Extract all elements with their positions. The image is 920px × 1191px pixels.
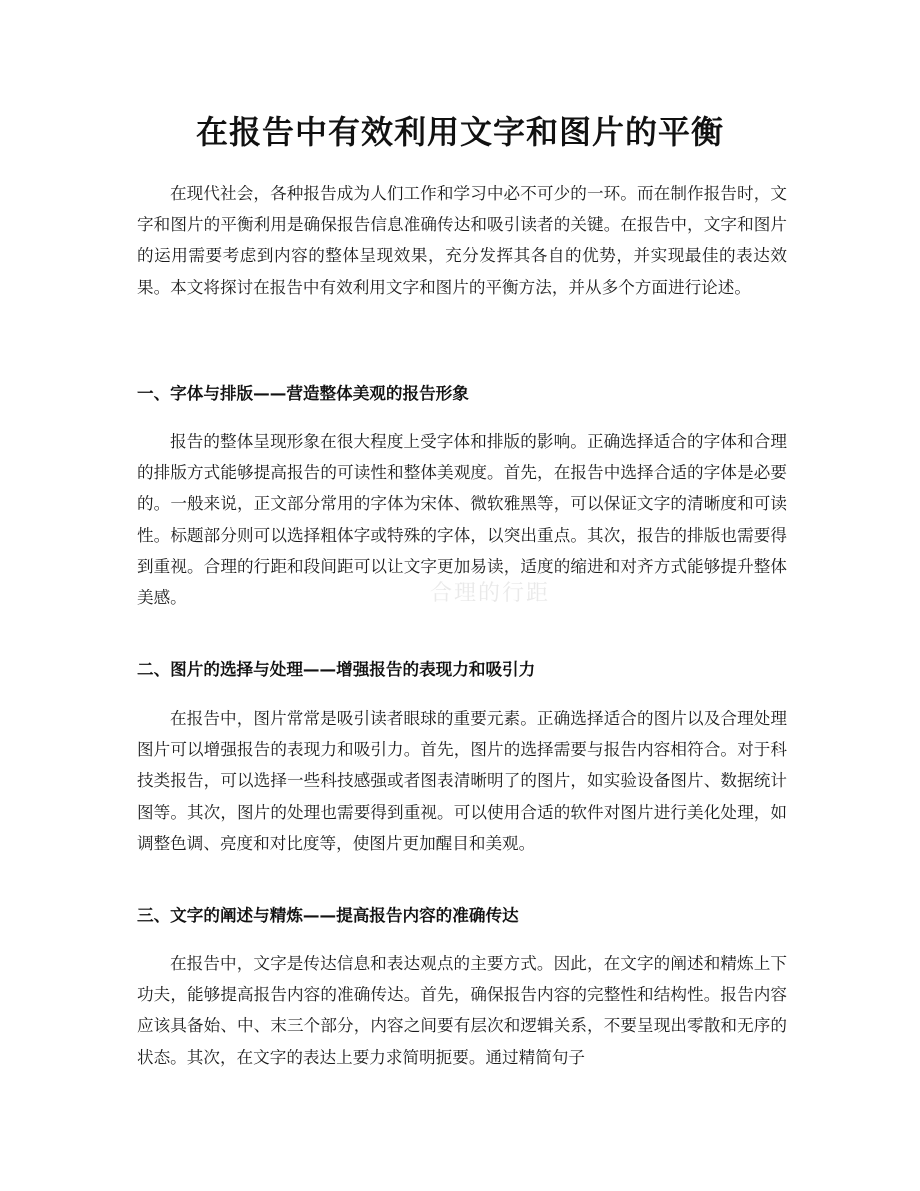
section-2-heading: 二、图片的选择与处理——增强报告的表现力和吸引力 (137, 660, 536, 679)
section-1-heading: 一、字体与排版——营造整体美观的报告形象 (137, 384, 469, 403)
section-3-paragraph: 在报告中，文字是传达信息和表达观点的主要方式。因此，在文字的阐述和精炼上下功夫，能够提高报告内容的准确传达。首先，确保报告内容的完整性和结构性。报告内容应该具备始、中、末三个部分，内容之间要有层次和逻辑关系，不要呈现出零散和无序的状态。其次，在文字的表达上要力求简明扼要。通过精简句子 (137, 954, 787, 1067)
intro-paragraph: 在现代社会，各种报告成为人们工作和学习中必不可少的一环。而在制作报告时，文字和图片的平衡利用是确保报告信息准确传达和吸引读者的关键。在报告中，文字和图片的运用需要考虑到内容的整体呈现效果，充分发挥其各自的优势，并实现最佳的表达效果。本文将探讨在报告中有效利用文字和图片的平衡方法，并从多个方面进行论述。 (137, 184, 787, 297)
section-2-paragraph: 在报告中，图片常常是吸引读者眼球的重要元素。正确选择适合的图片以及合理处理图片可以增强报告的表现力和吸引力。首先，图片的选择需要与报告内容相符合。对于科技类报告，可以选择一些科技感强或者图表清晰明了的图片，如实验设备图片、数据统计图等。其次，图片的处理也需要得到重视。可以使用合适的软件对图片进行美化处理，如调整色调、亮度和对比度等，使图片更加醒目和美观。 (137, 709, 787, 853)
section-3-heading: 三、文字的阐述与精炼——提高报告内容的准确传达 (137, 906, 519, 925)
document-title: 在报告中有效利用文字和图片的平衡 (195, 113, 724, 151)
section-1-paragraph: 报告的整体呈现形象在很大程度上受字体和排版的影响。正确选择适合的字体和合理的排版方式能够提高报告的可读性和整体美观度。首先，在报告中选择合适的字体是必要的。一般来说，正文部分常用的字体为宋体、微软雅黑等，可以保证文字的清晰度和可读性。标题部分则可以选择粗体字或特殊的字体，以突出重点。其次，报告的排版也需要得到重视。合理的行距和段间距可以让文字更加易读，适度的缩进和对齐方式能够提升整体美感。 (137, 432, 787, 608)
watermark: 合理的行距 (430, 581, 551, 606)
